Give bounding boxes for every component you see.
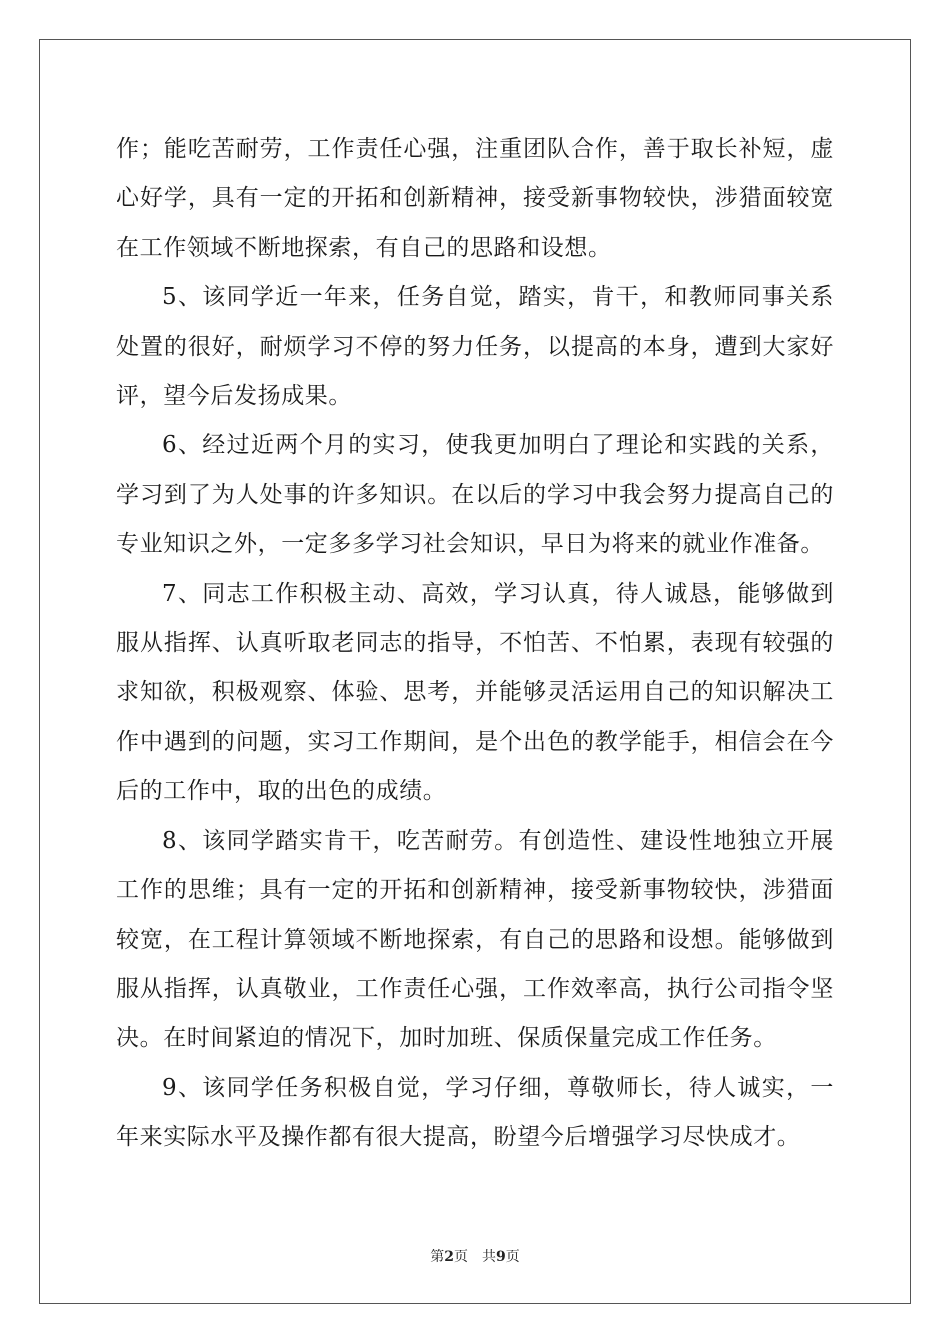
paragraph-item-7: 7、同志工作积极主动、高效，学习认真，待人诚恳，能够做到服从指挥、认真听取老同志的指导，不怕苦、不怕累，表现有较强的求知欲，积极观察、体验、思考，并能够灵活运用自己的知识解决工作中遇到的问题，实习工作期间，是个出色的教学能手，相信会在今后的工作中，取的出色的成绩。 xyxy=(116,580,834,805)
paragraph-item-8: 8、该同学踏实肯干，吃苦耐劳。有创造性、建设性地独立开展工作的思维；具有一定的开拓和创新精神，接受新事物较快，涉猎面较宽，在工程计算领域不断地探索，有自己的思路和设想。能够做到服从指挥，认真敬业，工作责任心强，工作效率高，执行公司指令坚决。在时间紧迫的情况下，加时加班、保质保量完成工作任务。 xyxy=(116,827,834,1052)
total-prefix: 共 xyxy=(482,1249,496,1265)
page-footer xyxy=(0,1246,950,1266)
total-pages: 9 xyxy=(496,1249,506,1265)
paragraph-item-6: 6、经过近两个月的实习，使我更加明白了理论和实践的关系，学习到了为人处事的许多知识。在以后的学习中我会努力提高自己的专业知识之外，一定多多学习社会知识，早日为将来的就业作准备。 xyxy=(116,432,834,558)
paragraph-item-5: 5、该同学近一年来，任务自觉，踏实，肯干，和教师同事关系处置的很好，耐烦学习不停的努力任务，以提高的本身，遭到大家好评，望今后发扬成果。 xyxy=(116,284,834,410)
document-body xyxy=(116,125,834,1163)
paragraph-continued: 作；能吃苦耐劳，工作责任心强，注重团队合作，善于取长补短，虚心好学，具有一定的开拓和创新精神，接受新事物较快，涉猎面较宽在工作领域不断地探索，有自己的思路和设想。 xyxy=(116,136,834,261)
page-suffix: 页 xyxy=(454,1249,468,1265)
paragraph-item-9: 9、该同学任务积极自觉，学习仔细，尊敬师长，待人诚实，一年来实际水平及操作都有很大提高，盼望今后增强学习尽快成才。 xyxy=(116,1074,834,1151)
total-suffix: 页 xyxy=(505,1249,520,1265)
page-prefix: 第 xyxy=(430,1249,445,1265)
page-number: 2 xyxy=(444,1249,454,1265)
